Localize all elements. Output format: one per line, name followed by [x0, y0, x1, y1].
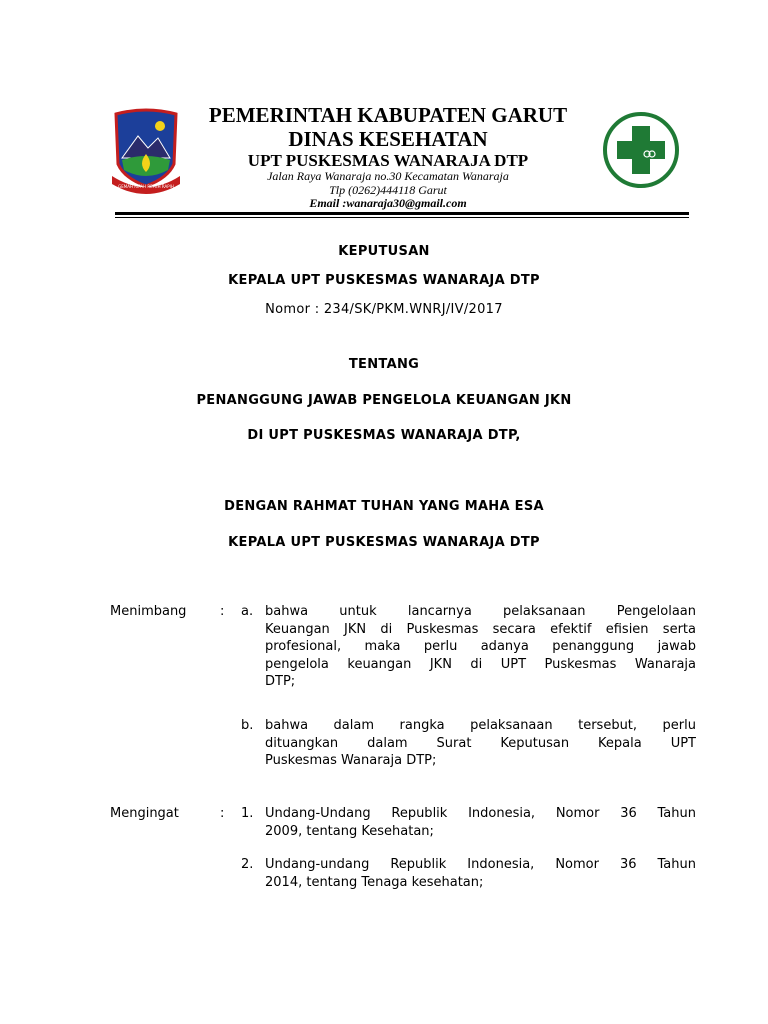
header-address: Jalan Raya Wanaraja no.30 Kecamatan Wanaraja	[267, 169, 509, 183]
menimbang-a-text	[265, 603, 696, 691]
decree-issuer-2: KEPALA UPT PUSKESMAS WANARAJA DTP	[228, 535, 540, 550]
decree-issuer: KEPALA UPT PUSKESMAS WANARAJA DTP	[228, 273, 540, 288]
menimbang-a-line: profesional, maka perlu adanya penanggung jawab	[265, 639, 696, 654]
header-email[interactable]: Email :wanaraja30@gmail.com	[309, 196, 467, 210]
mengingat-1-line: Undang-Undang Republik Indonesia, Nomor 36 Tahun	[265, 806, 696, 821]
header-line2: DINAS KESEHATAN	[288, 127, 488, 151]
decree-grace: DENGAN RAHMAT TUHAN YANG MAHA ESA	[224, 499, 544, 514]
menimbang-colon: :	[220, 604, 225, 619]
decree-subject-2: DI UPT PUSKESMAS WANARAJA DTP,	[247, 428, 521, 443]
left-logo-banner-text: GEMAH RIPAH REPEH RAPIH	[118, 184, 174, 189]
menimbang-b-line: bahwa dalam rangka pelaksanaan tersebut, perlu	[265, 718, 696, 733]
mengingat-2-marker: 2.	[241, 857, 254, 872]
menimbang-a-line: DTP;	[265, 674, 296, 689]
menimbang-a-marker: a.	[241, 604, 254, 619]
menimbang-a-line: Keuangan JKN di Puskesmas secara efektif efisien serta	[265, 621, 696, 637]
header-phone: Tlp (0262)444118 Garut	[329, 183, 447, 197]
mengingat-colon: :	[220, 806, 225, 821]
header-divider-thin	[115, 217, 689, 218]
mengingat-1-marker: 1.	[241, 806, 254, 821]
mengingat-label: Mengingat	[110, 806, 179, 821]
header-divider-thick	[115, 212, 689, 215]
header-line1: PEMERINTAH KABUPATEN GARUT	[208, 103, 568, 127]
mengingat-1-text	[265, 805, 696, 840]
menimbang-b-line: Puskesmas Wanaraja DTP;	[265, 753, 437, 768]
menimbang-b-line: dituangkan dalam Surat Keputusan Kepala UPT	[265, 735, 696, 751]
mengingat-1-line: 2009, tentang Kesehatan;	[265, 823, 434, 839]
menimbang-b-text	[265, 717, 696, 770]
menimbang-a-line: pengelola keuangan JKN di UPT Puskesmas Wanaraja	[265, 656, 696, 672]
menimbang-label: Menimbang	[110, 604, 187, 619]
decree-about: TENTANG	[348, 357, 420, 372]
header-line3: UPT PUSKESMAS WANARAJA DTP	[247, 151, 529, 170]
mengingat-2-line: Undang-undang Republik Indonesia, Nomor 36 Tahun	[265, 857, 696, 872]
decree-title: KEPUTUSAN	[338, 244, 430, 259]
mengingat-2-line: 2014, tentang Tenaga kesehatan;	[265, 874, 484, 890]
menimbang-b-marker: b.	[241, 718, 254, 733]
decree-subject-1: PENANGGUNG JAWAB PENGELOLA KEUANGAN JKN	[196, 393, 572, 408]
decree-number: Nomor : 234/SK/PKM.WNRJ/IV/2017	[265, 302, 503, 317]
menimbang-a-line: bahwa untuk lancarnya pelaksanaan Pengelolaan	[265, 604, 696, 619]
mengingat-2-text	[265, 856, 696, 891]
